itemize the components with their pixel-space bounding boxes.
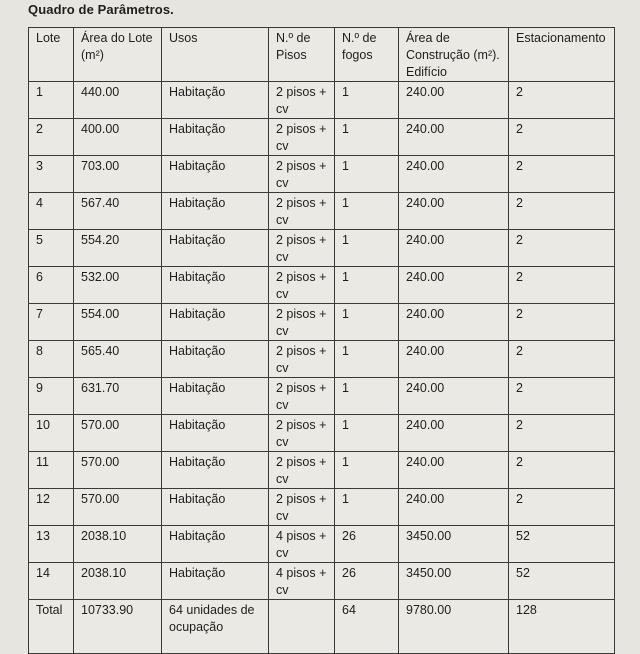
table-row (29, 341, 615, 378)
cell-usos: Habitação (162, 193, 269, 230)
cell-pisos: 2 pisos + cv (269, 341, 335, 378)
cell-fogos: 1 (335, 341, 399, 378)
cell-fogos: 1 (335, 267, 399, 304)
parameters-table (28, 27, 615, 654)
cell-fogos: 1 (335, 452, 399, 489)
cell-area-lote: 554.20 (74, 230, 162, 267)
cell-usos: Habitação (162, 341, 269, 378)
table-row (29, 489, 615, 526)
cell-lote: 11 (29, 452, 74, 489)
cell-fogos: 26 (335, 563, 399, 600)
cell-estacionamento: 2 (509, 452, 615, 489)
cell-area-construcao: 240.00 (399, 489, 509, 526)
cell-estacionamento: 2 (509, 193, 615, 230)
cell-fogos: 1 (335, 119, 399, 156)
cell-lote: 9 (29, 378, 74, 415)
cell-estacionamento: 2 (509, 119, 615, 156)
total-row (29, 600, 615, 654)
cell-usos: Habitação (162, 415, 269, 452)
cell-estacionamento: 2 (509, 489, 615, 526)
cell-estacionamento: 2 (509, 341, 615, 378)
table-row (29, 82, 615, 119)
total-label: Total (29, 600, 74, 654)
cell-usos: Habitação (162, 489, 269, 526)
cell-area-lote: 567.40 (74, 193, 162, 230)
cell-lote: 1 (29, 82, 74, 119)
cell-fogos: 1 (335, 304, 399, 341)
cell-area-lote: 703.00 (74, 156, 162, 193)
cell-area-lote: 440.00 (74, 82, 162, 119)
cell-area-lote: 570.00 (74, 452, 162, 489)
table-row (29, 452, 615, 489)
cell-usos: Habitação (162, 119, 269, 156)
cell-lote: 10 (29, 415, 74, 452)
cell-lote: 3 (29, 156, 74, 193)
cell-area-construcao: 240.00 (399, 119, 509, 156)
cell-fogos: 1 (335, 378, 399, 415)
cell-lote: 13 (29, 526, 74, 563)
cell-area-lote: 631.70 (74, 378, 162, 415)
cell-usos: Habitação (162, 526, 269, 563)
total-area: 10733.90 (74, 600, 162, 654)
cell-pisos: 2 pisos + cv (269, 156, 335, 193)
cell-area-construcao: 240.00 (399, 378, 509, 415)
cell-pisos: 2 pisos + cv (269, 415, 335, 452)
cell-lote: 4 (29, 193, 74, 230)
cell-estacionamento: 2 (509, 378, 615, 415)
cell-pisos: 2 pisos + cv (269, 82, 335, 119)
header-row (29, 28, 615, 82)
table-row (29, 304, 615, 341)
cell-usos: Habitação (162, 267, 269, 304)
cell-estacionamento: 2 (509, 82, 615, 119)
cell-area-lote: 400.00 (74, 119, 162, 156)
cell-usos: Habitação (162, 230, 269, 267)
header-lote: Lote (29, 28, 74, 82)
cell-usos: Habitação (162, 452, 269, 489)
total-estacionamento: 128 (509, 600, 615, 654)
cell-usos: Habitação (162, 378, 269, 415)
cell-area-construcao: 3450.00 (399, 563, 509, 600)
cell-estacionamento: 52 (509, 526, 615, 563)
cell-area-construcao: 240.00 (399, 230, 509, 267)
table-row (29, 563, 615, 600)
total-usos: 64 unidades de ocupação (162, 600, 269, 654)
document-title: Quadro de Parâmetros. (28, 2, 174, 17)
cell-lote: 2 (29, 119, 74, 156)
cell-area-lote: 2038.10 (74, 526, 162, 563)
cell-area-construcao: 240.00 (399, 415, 509, 452)
cell-lote: 6 (29, 267, 74, 304)
header-area-lote: Área do Lote (m²) (74, 28, 162, 82)
cell-area-construcao: 240.00 (399, 341, 509, 378)
cell-pisos: 2 pisos + cv (269, 304, 335, 341)
cell-fogos: 1 (335, 82, 399, 119)
cell-estacionamento: 2 (509, 267, 615, 304)
table-row (29, 378, 615, 415)
cell-area-construcao: 240.00 (399, 267, 509, 304)
header-estacionamento: Estacionamento (509, 28, 615, 82)
table-row (29, 230, 615, 267)
header-pisos: N.º de Pisos (269, 28, 335, 82)
cell-area-construcao: 3450.00 (399, 526, 509, 563)
header-fogos: N.º de fogos (335, 28, 399, 82)
cell-area-lote: 532.00 (74, 267, 162, 304)
cell-lote: 8 (29, 341, 74, 378)
total-pisos (269, 600, 335, 654)
cell-area-lote: 570.00 (74, 489, 162, 526)
cell-lote: 5 (29, 230, 74, 267)
table-row (29, 267, 615, 304)
cell-estacionamento: 2 (509, 156, 615, 193)
cell-usos: Habitação (162, 156, 269, 193)
cell-area-construcao: 240.00 (399, 304, 509, 341)
cell-area-construcao: 240.00 (399, 193, 509, 230)
cell-usos: Habitação (162, 304, 269, 341)
cell-area-construcao: 240.00 (399, 452, 509, 489)
table-row (29, 526, 615, 563)
cell-pisos: 2 pisos + cv (269, 378, 335, 415)
cell-fogos: 1 (335, 230, 399, 267)
cell-area-lote: 2038.10 (74, 563, 162, 600)
cell-lote: 14 (29, 563, 74, 600)
cell-area-lote: 565.40 (74, 341, 162, 378)
cell-pisos: 2 pisos + cv (269, 489, 335, 526)
cell-estacionamento: 2 (509, 230, 615, 267)
cell-fogos: 1 (335, 156, 399, 193)
table-row (29, 156, 615, 193)
cell-pisos: 2 pisos + cv (269, 193, 335, 230)
table-row (29, 415, 615, 452)
cell-pisos: 2 pisos + cv (269, 267, 335, 304)
cell-fogos: 1 (335, 415, 399, 452)
table-row (29, 193, 615, 230)
cell-estacionamento: 2 (509, 304, 615, 341)
cell-pisos: 2 pisos + cv (269, 452, 335, 489)
cell-lote: 7 (29, 304, 74, 341)
total-construcao: 9780.00 (399, 600, 509, 654)
cell-lote: 12 (29, 489, 74, 526)
cell-estacionamento: 2 (509, 415, 615, 452)
cell-fogos: 1 (335, 489, 399, 526)
cell-area-lote: 570.00 (74, 415, 162, 452)
cell-fogos: 1 (335, 193, 399, 230)
cell-area-construcao: 240.00 (399, 156, 509, 193)
cell-usos: Habitação (162, 82, 269, 119)
table-row (29, 119, 615, 156)
cell-pisos: 2 pisos + cv (269, 119, 335, 156)
header-usos: Usos (162, 28, 269, 82)
cell-usos: Habitação (162, 563, 269, 600)
cell-fogos: 26 (335, 526, 399, 563)
cell-estacionamento: 52 (509, 563, 615, 600)
cell-area-construcao: 240.00 (399, 82, 509, 119)
cell-pisos: 4 pisos + cv (269, 563, 335, 600)
cell-pisos: 4 pisos + cv (269, 526, 335, 563)
cell-pisos: 2 pisos + cv (269, 230, 335, 267)
total-fogos: 64 (335, 600, 399, 654)
cell-area-lote: 554.00 (74, 304, 162, 341)
header-area-construcao: Área de Construção (m²). Edifício (399, 28, 509, 82)
